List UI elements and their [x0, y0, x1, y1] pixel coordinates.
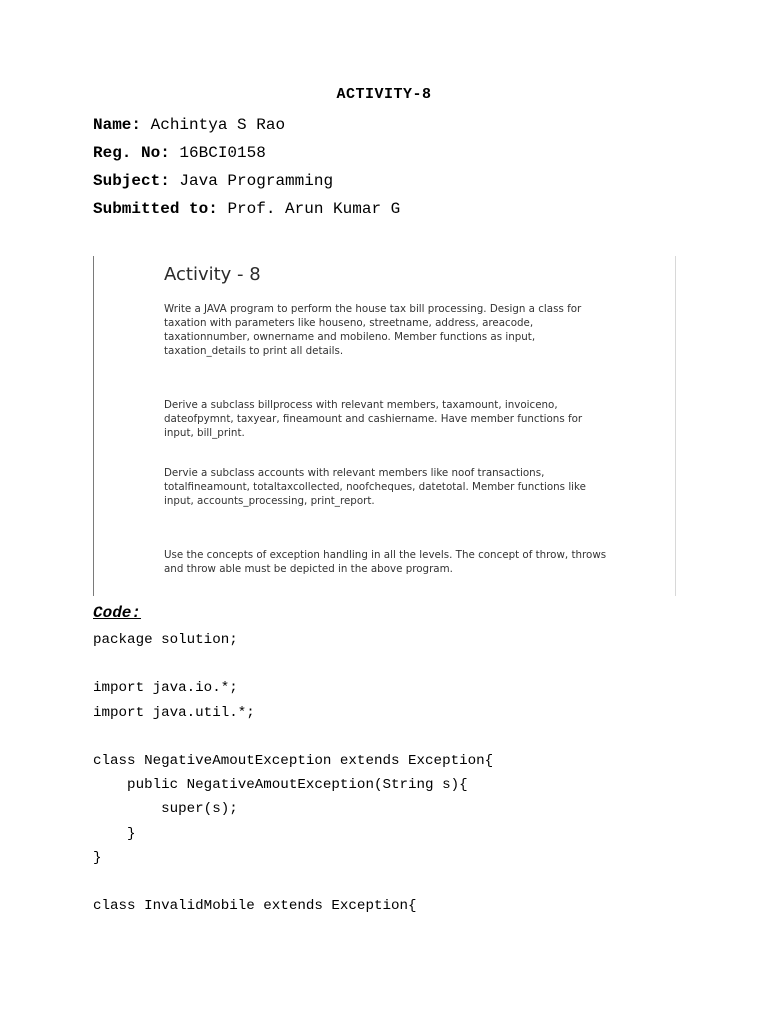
code-line: package solution; [93, 632, 238, 648]
code-line: } [93, 849, 102, 866]
meta-subject [93, 172, 333, 190]
code-line: class NegativeAmoutException extends Exception{ [93, 753, 494, 770]
meta-subject-value: Java Programming [179, 172, 334, 190]
meta-name-value: Achintya S Rao [150, 116, 286, 134]
document-title: ACTIVITY-8 [336, 86, 432, 103]
screenshot-paragraph: Dervie a subclass accounts with relevant members like noof transactions, totalfineamount, totaltaxcollected, noofcheques, datetotal. Member functions like input, accounts_processing, print_report. [164, 467, 586, 507]
meta-reg-no [93, 144, 266, 162]
code-line: import java.io.*; [93, 680, 238, 697]
code-line: super(s); [93, 801, 238, 818]
code-heading: Code: [93, 604, 142, 622]
code-line: } [93, 825, 136, 842]
screenshot-paragraph: Write a JAVA program to perform the house tax bill processing. Design a class for taxation with parameters like houseno, streetname, address, areacode, taxationnumber, ownername and mobileno. Member functions as input, taxation_details to print all details. [164, 303, 582, 357]
meta-reg-no-value: 16BCI0158 [179, 144, 266, 162]
meta-submitted-to-value: Prof. Arun Kumar G [227, 200, 401, 218]
code-line: class InvalidMobile extends Exception{ [93, 898, 417, 915]
activity-screenshot [93, 256, 676, 596]
meta-submitted-to-key: Submitted to: [93, 200, 218, 218]
meta-name-key: Name: [93, 116, 142, 134]
meta-subject-key: Subject: [93, 172, 170, 190]
screenshot-paragraph: Use the concepts of exception handling in all the levels. The concept of throw, throws and throw able must be depicted in the above program. [164, 549, 607, 575]
code-line: public NegativeAmoutException(String s){ [93, 777, 468, 794]
meta-reg-no-key: Reg. No: [93, 144, 170, 162]
meta-name [93, 116, 285, 134]
meta-submitted-to [93, 200, 400, 218]
code-block [93, 628, 493, 918]
code-line: import java.util.*; [93, 704, 255, 721]
screenshot-title: Activity - 8 [164, 264, 261, 285]
screenshot-paragraph: Derive a subclass billprocess with relevant members, taxamount, invoiceno, dateofpymnt, taxyear, fineamount and cashiername. Have member functions for input, bill_print. [164, 399, 583, 439]
